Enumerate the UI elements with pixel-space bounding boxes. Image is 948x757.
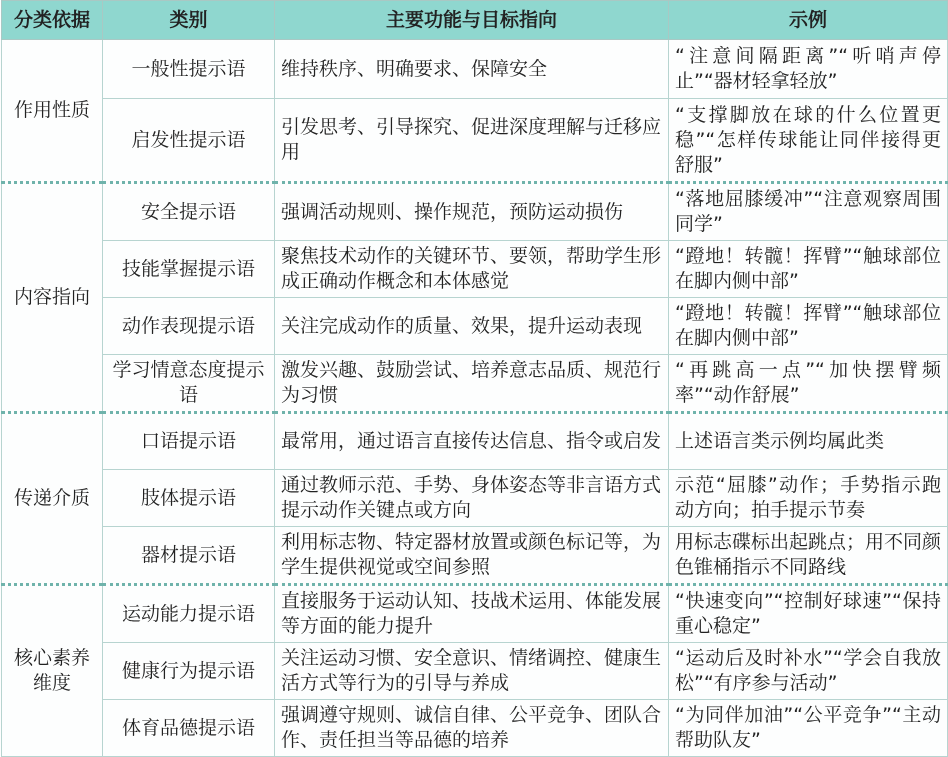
category-cell: 器材提示语: [103, 527, 275, 585]
function-cell: 通过教师示范、手势、身体姿态等非言语方式提示动作关键点或方向: [275, 470, 669, 527]
example-cell: “快速变向”“控制好球速”“保持重心稳定”: [669, 585, 948, 643]
function-cell: 强调活动规则、操作规范，预防运动损伤: [275, 183, 669, 241]
table-row: [2, 413, 948, 470]
function-cell: 最常用，通过语言直接传达信息、指令或启发: [275, 413, 669, 470]
category-cell: 健康行为提示语: [103, 643, 275, 700]
table-row: [2, 298, 948, 355]
function-cell: 引发思考、引导探究、促进深度理解与迁移应用: [275, 99, 669, 183]
example-cell: 上述语言类示例均属此类: [669, 413, 948, 470]
function-cell: 激发兴趣、鼓励尝试、培养意志品质、规范行为习惯: [275, 355, 669, 413]
table-row: [2, 40, 948, 99]
category-cell: 启发性提示语: [103, 99, 275, 183]
category-cell: 学习情意态度提示语: [103, 355, 275, 413]
table-row: [2, 99, 948, 183]
table-row: [2, 183, 948, 241]
table-row: [2, 527, 948, 585]
example-cell: “运动后及时补水”“学会自我放松”“有序参与活动”: [669, 643, 948, 700]
category-cell: 一般性提示语: [103, 40, 275, 99]
header-function: 主要功能与目标指向: [275, 1, 669, 40]
category-cell: 体育品德提示语: [103, 700, 275, 757]
example-cell: “再跳高一点”“加快摆臂频率”“动作舒展”: [669, 355, 948, 413]
header-basis: 分类依据: [2, 1, 103, 40]
table-row: [2, 470, 948, 527]
header-category: 类别: [103, 1, 275, 40]
category-cell: 运动能力提示语: [103, 585, 275, 643]
header-row: [2, 1, 948, 40]
classification-table: [1, 0, 948, 757]
category-cell: 安全提示语: [103, 183, 275, 241]
table-row: [2, 355, 948, 413]
category-cell: 技能掌握提示语: [103, 241, 275, 298]
table-row: [2, 585, 948, 643]
category-cell: 口语提示语: [103, 413, 275, 470]
category-cell: 肢体提示语: [103, 470, 275, 527]
function-cell: 直接服务于运动认知、技战术运用、体能发展等方面的能力提升: [275, 585, 669, 643]
example-cell: “支撑脚放在球的什么位置更稳”“怎样传球能让同伴接得更舒服”: [669, 99, 948, 183]
function-cell: 维持秩序、明确要求、保障安全: [275, 40, 669, 99]
example-cell: “落地屈膝缓冲”“注意观察周围同学”: [669, 183, 948, 241]
table-row: [2, 643, 948, 700]
category-cell: 动作表现提示语: [103, 298, 275, 355]
example-cell: “蹬地！转髋！挥臂”“触球部位在脚内侧中部”: [669, 298, 948, 355]
function-cell: 强调遵守规则、诚信自律、公平竞争、团队合作、责任担当等品德的培养: [275, 700, 669, 757]
example-cell: “注意间隔距离”“听哨声停止”“器材轻拿轻放”: [669, 40, 948, 99]
basis-cell: 内容指向: [2, 183, 103, 413]
example-cell: 用标志碟标出起跳点；用不同颜色锥桶指示不同路线: [669, 527, 948, 585]
example-cell: “为同伴加油”“公平竞争”“主动帮助队友”: [669, 700, 948, 757]
function-cell: 聚焦技术动作的关键环节、要领，帮助学生形成正确动作概念和本体感觉: [275, 241, 669, 298]
basis-cell: 作用性质: [2, 40, 103, 183]
basis-cell: 传递介质: [2, 413, 103, 585]
table-row: [2, 241, 948, 298]
function-cell: 利用标志物、特定器材放置或颜色标记等，为学生提供视觉或空间参照: [275, 527, 669, 585]
function-cell: 关注完成动作的质量、效果，提升运动表现: [275, 298, 669, 355]
table-row: [2, 700, 948, 757]
basis-cell: 核心素养维度: [2, 585, 103, 757]
example-cell: “蹬地！转髋！挥臂”“触球部位在脚内侧中部”: [669, 241, 948, 298]
header-example: 示例: [669, 1, 948, 40]
example-cell: 示范“屈膝”动作；手势指示跑动方向；拍手提示节奏: [669, 470, 948, 527]
function-cell: 关注运动习惯、安全意识、情绪调控、健康生活方式等行为的引导与养成: [275, 643, 669, 700]
